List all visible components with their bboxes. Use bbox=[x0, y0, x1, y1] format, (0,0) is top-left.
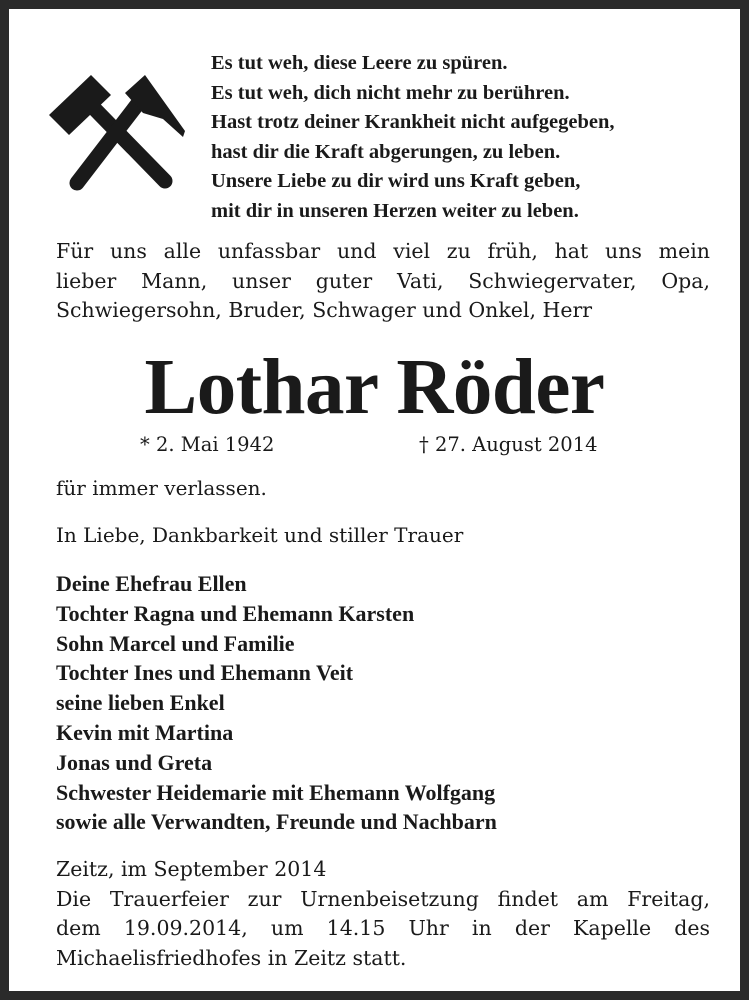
closing-paragraph bbox=[56, 855, 710, 973]
mourners-list bbox=[56, 569, 497, 837]
mourner-line: Sohn Marcel und Familie bbox=[56, 630, 295, 656]
poem-line: mit dir in unseren Herzen weiter zu leben. bbox=[211, 199, 579, 222]
intro-line: Für uns alle unfassbar und viel zu früh, hat uns mein bbox=[56, 239, 710, 263]
poem-line: Es tut weh, dich nicht mehr zu berühren. bbox=[211, 81, 570, 104]
mourner-line: Kevin mit Martina bbox=[56, 719, 234, 745]
memorial-poem bbox=[211, 49, 615, 226]
poem-line: Hast trotz deiner Krankheit nicht aufgegeben, bbox=[211, 111, 615, 133]
ceremony-line: Die Trauerfeier zur Urnenbeisetzung findet am Freitag, bbox=[56, 886, 710, 911]
mourner-line: sowie alle Verwandten, Freunde und Nachbarn bbox=[56, 809, 497, 835]
mourner-line: Tochter Ines und Ehemann Veit bbox=[56, 660, 354, 686]
poem-line: Es tut weh, diese Leere zu spüren. bbox=[211, 52, 508, 74]
birth-date: * 2. Mai 1942 bbox=[140, 433, 275, 456]
deceased-name: Lothar Röder bbox=[144, 344, 605, 431]
after-name-text: für immer verlassen. bbox=[56, 476, 267, 500]
ceremony-line: Michaelisfriedhofes in Zeitz statt. bbox=[56, 945, 407, 970]
crossed-hammers-icon bbox=[47, 71, 189, 199]
place-date-line: Zeitz, im September 2014 bbox=[56, 857, 327, 881]
mourner-line: Deine Ehefrau Ellen bbox=[56, 571, 247, 596]
mourner-line: Jonas und Greta bbox=[56, 749, 213, 775]
mourner-line: seine lieben Enkel bbox=[56, 690, 225, 716]
sentiment-text: In Liebe, Dankbarkeit und stiller Trauer bbox=[56, 523, 464, 547]
death-date: † 27. August 2014 bbox=[419, 433, 598, 456]
intro-line: Schwiegersohn, Bruder, Schwager und Onkel, Herr bbox=[56, 298, 593, 322]
intro-paragraph bbox=[56, 237, 710, 326]
mourner-line: Tochter Ragna und Ehemann Karsten bbox=[56, 600, 415, 626]
ceremony-line: dem 19.09.2014, um 14.15 Uhr in der Kapelle des bbox=[56, 916, 710, 940]
intro-line: lieber Mann, unser guter Vati, Schwiegervater, Opa, bbox=[56, 268, 710, 293]
poem-line: Unsere Liebe zu dir wird uns Kraft geben, bbox=[211, 170, 581, 192]
poem-line: hast dir die Kraft abgerungen, zu leben. bbox=[211, 140, 561, 163]
mourner-line: Schwester Heidemarie mit Ehemann Wolfgang bbox=[56, 779, 496, 805]
